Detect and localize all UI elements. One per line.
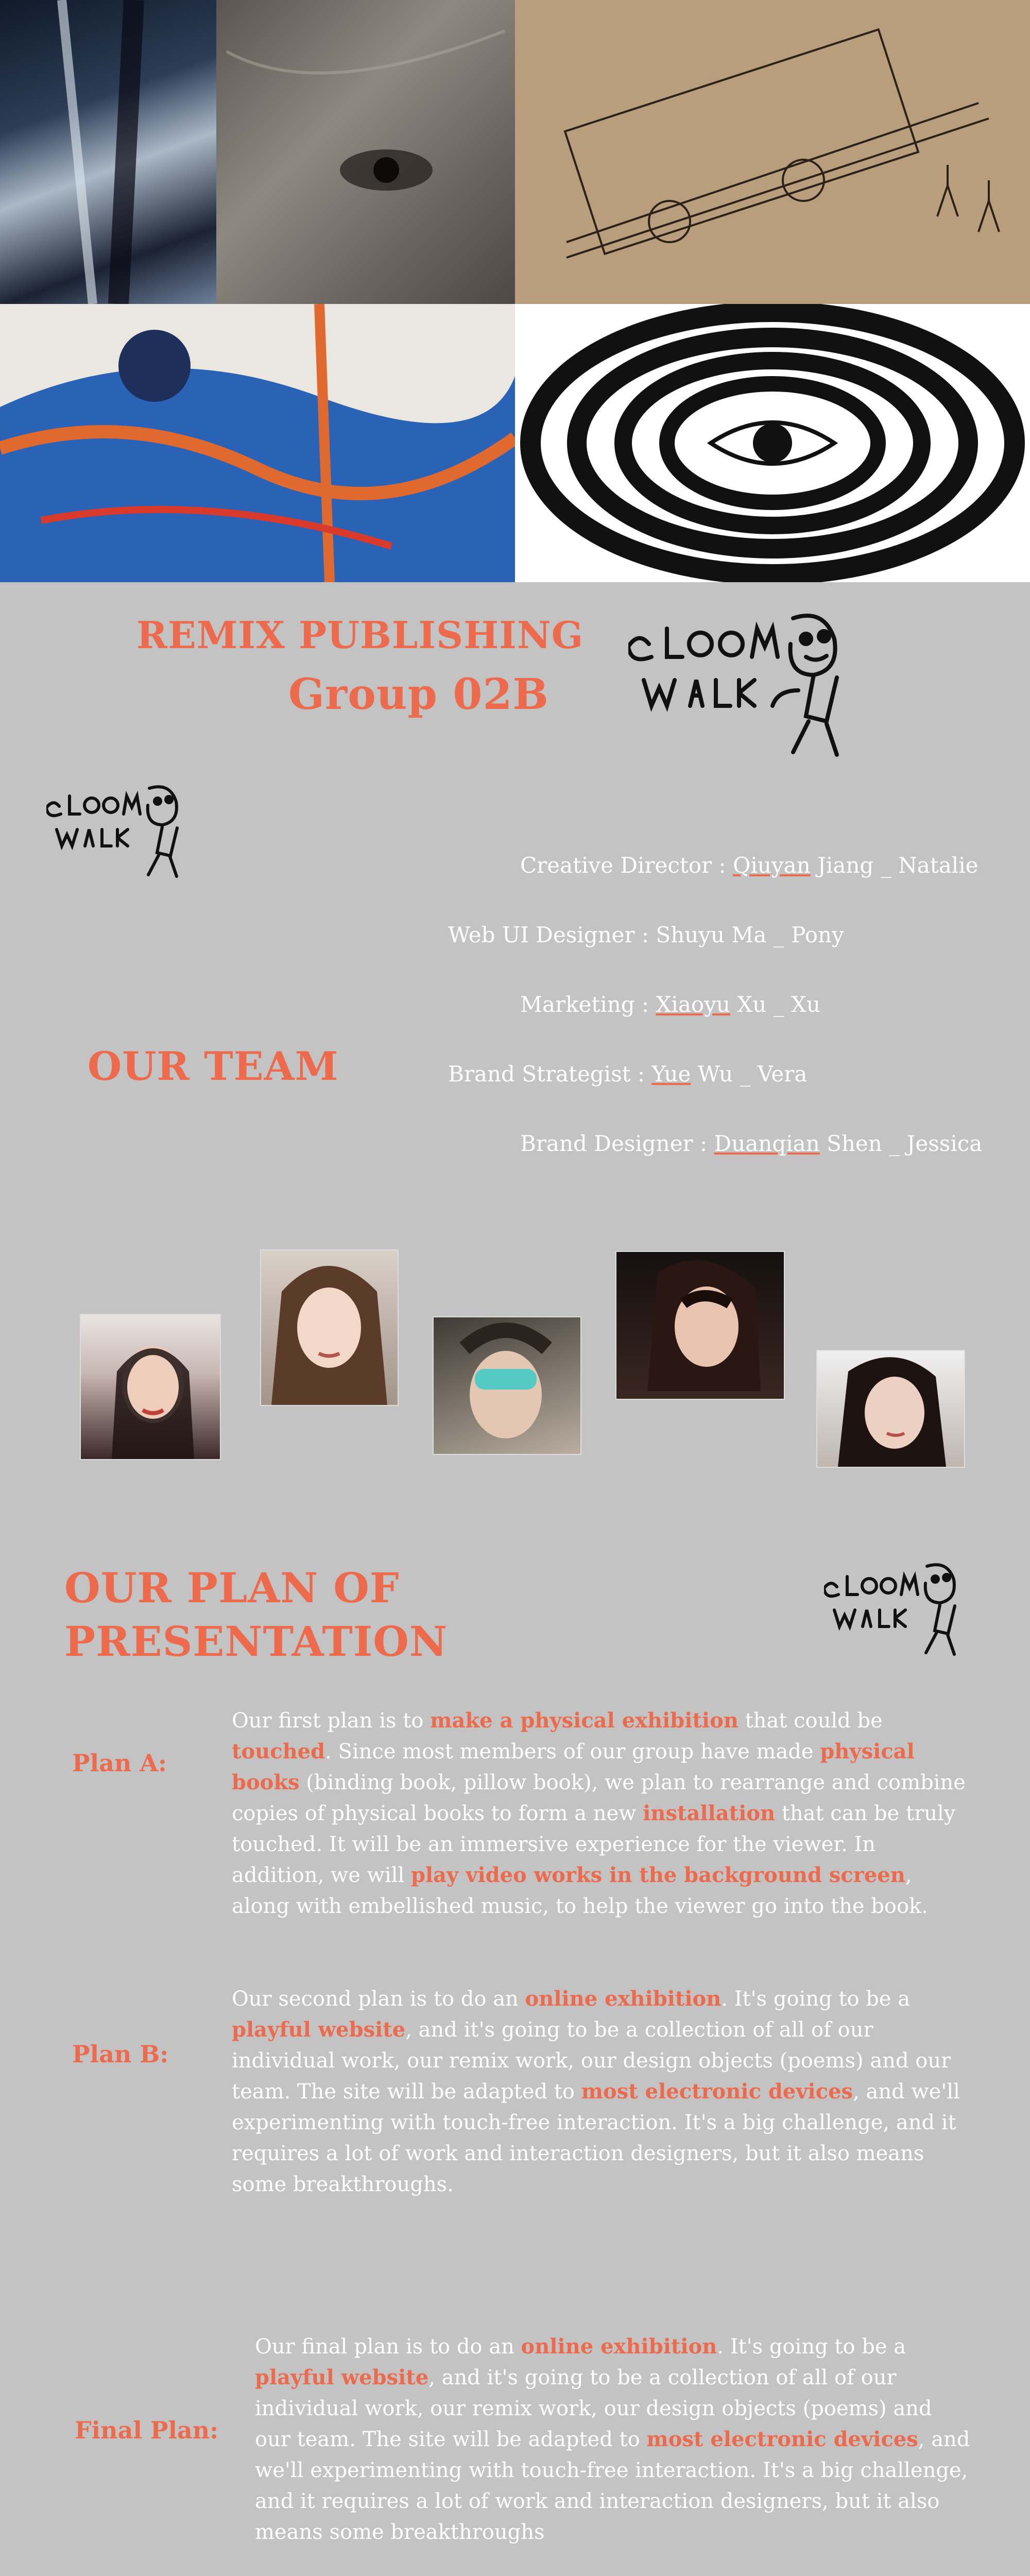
final-plan-text [255, 2331, 971, 2548]
member-name: Shen _ Jessica [819, 1131, 983, 1156]
team-role-creative-director [520, 853, 978, 878]
team-role-web-ui-designer [448, 922, 844, 947]
team-photo-2 [260, 1249, 399, 1406]
final-h3: most electronic devices [646, 2427, 918, 2451]
team-photo-4 [615, 1251, 785, 1400]
plan-a-t3: . Since most members of our group have made [325, 1740, 820, 1764]
plan-a-h2: touched [232, 1739, 325, 1764]
gloom-walk-logo-small [46, 775, 196, 878]
member-name: Xu _ Xu [730, 992, 820, 1017]
team-photo-5 [816, 1350, 965, 1468]
plan-a-h5: play video works in the background screen [410, 1863, 905, 1887]
role-title: Creative Director : [520, 853, 733, 878]
final-t2: . It's going to be a [717, 2335, 906, 2359]
role-title: Web UI Designer : [448, 922, 656, 947]
plan-a-t6: , along with embellished music, to help the viewer go into the book. [232, 1863, 928, 1918]
plan-a-t1: Our first plan is to [232, 1709, 431, 1733]
collage-image-eye-texture [216, 0, 515, 304]
role-title: Marketing : [520, 992, 656, 1017]
plan-a-t5: that can be truly touched. It will be an immersive experience for the viewer. In addition, we will [232, 1802, 956, 1887]
plan-heading-line1: OUR PLAN OF [64, 1564, 400, 1612]
plan-a-t4: (binding book, pillow book), we plan to rearrange and combine copies of physical books to form a new [232, 1771, 966, 1825]
plan-a-h3: physical books [232, 1739, 915, 1794]
member-name: Wu _ Vera [691, 1061, 808, 1087]
plan-a-h4: installation [643, 1801, 776, 1825]
team-photo-1 [80, 1314, 221, 1460]
team-photo-3 [433, 1316, 581, 1455]
member-name: Shuyu Ma _ Pony [656, 922, 844, 947]
plan-a-label: Plan A: [72, 1749, 167, 1777]
plan-a-t2: that could be [738, 1709, 883, 1733]
team-role-marketing [520, 992, 820, 1017]
collage-image-dark-photo [0, 0, 216, 304]
collage-image-train-sketch [515, 0, 1030, 304]
gloom-walk-logo-graphic [628, 598, 865, 762]
team-role-brand-strategist [448, 1061, 807, 1087]
plan-heading [64, 1561, 448, 1668]
plan-b-t2: . It's going to be a [721, 1987, 911, 2011]
final-t4: , and we'll experimenting with touch-free interaction. It's a big challenge, and it requires a lot of work and interaction designers, but it also means some breakthroughs [255, 2428, 970, 2544]
member-name-underlined: Xiaoyu [656, 992, 730, 1017]
final-t1: Our final plan is to do an [255, 2335, 521, 2359]
plan-a-text [232, 1705, 968, 1922]
plan-a-h1: make a physical exhibition [430, 1708, 739, 1733]
role-title: Brand Designer : [520, 1131, 714, 1156]
plan-b-h3: most electronic devices [581, 2079, 853, 2104]
final-h2: playful website [255, 2365, 429, 2389]
team-heading: OUR TEAM [88, 1043, 339, 1089]
plan-b-label: Plan B: [72, 2040, 169, 2068]
final-plan-label: Final Plan: [75, 2416, 219, 2444]
plan-heading-line2: PRESENTATION [64, 1617, 448, 1666]
gloom-walk-logo-plan [824, 1551, 973, 1659]
group-title: Group 02B [288, 670, 549, 719]
member-name-underlined: Qiuyan [733, 853, 811, 878]
brand-title: REMIX PUBLISHING [136, 613, 584, 657]
member-name-underlined: Duanqian [714, 1131, 820, 1156]
team-role-brand-designer [520, 1131, 982, 1156]
plan-b-h2: playful website [232, 2018, 406, 2042]
plan-b-t1: Our second plan is to do an [232, 1987, 525, 2011]
collage-image-hypnotic-eye [515, 304, 1030, 582]
final-h1: online exhibition [521, 2334, 717, 2359]
plan-b-text [232, 1984, 968, 2200]
member-name-underlined: Yue [651, 1061, 691, 1087]
member-name: Jiang _ Natalie [810, 853, 978, 878]
role-title: Brand Strategist : [448, 1061, 652, 1087]
gloom-walk-logo-large [628, 598, 865, 762]
plan-b-t4: , and we'll experimenting with touch-free interaction. It's a big challenge, and it requires a lot of work and interaction designers, but it also means some breakthroughs. [232, 2080, 960, 2196]
gloom-walk-logo-small-graphic [46, 775, 196, 878]
final-t3: , and it's going to be a collection of all of our individual work, our remix work, our design objects (poems) and our team. The site will be adapted to [255, 2366, 932, 2451]
collage-image-blue-painting [0, 304, 515, 582]
gloom-walk-logo-plan-graphic [824, 1551, 973, 1659]
plan-b-t3: , and it's going to be a collection of all of our individual work, our remix work, our design objects (poems) and our team. The site will be adapted to [232, 2018, 951, 2104]
plan-b-h1: online exhibition [525, 1987, 722, 2011]
